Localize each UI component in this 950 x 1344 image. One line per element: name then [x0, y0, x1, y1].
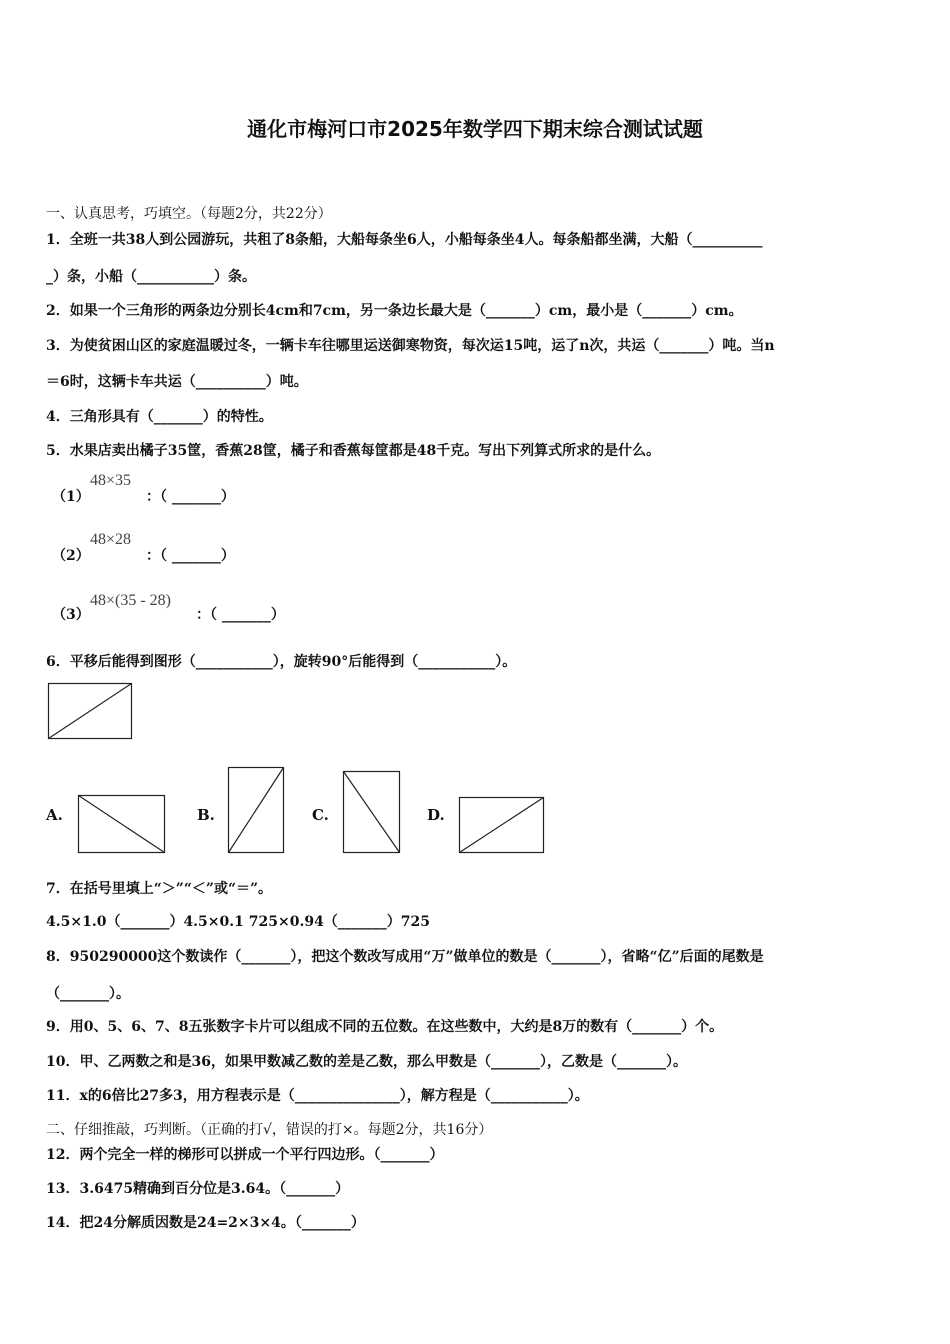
question-8-line-1: 8．950290000这个数读作（_______），把这个数改写成用“万”做单位的数是（_______），省略“亿”后面的尾数是: [46, 949, 764, 965]
q5-item-3-answer: ：（ _______）: [196, 607, 285, 623]
q6-original-figure: [48, 683, 132, 739]
page-title: 通化市梅河口市2025年数学四下期末综合测试试题: [247, 117, 703, 141]
question-3-line-1: 3．为使贫困山区的家庭温暖过冬，一辆卡车往哪里运送御寒物资，每次运15吨，运了n次，共运（_______）吨。当n: [46, 338, 775, 354]
q6-option-a-label: A.: [46, 806, 63, 824]
question-9: 9．用0、5、6、7、8五张数字卡片可以组成不同的五位数。在这些数中，大约是8万的数有（_______）个。: [46, 1019, 724, 1035]
section-2-heading: 二、仔细推敲，巧判断。（正确的打√，错误的打×。每题2分，共16分）: [46, 1122, 493, 1138]
q6-option-b-figure: [228, 767, 284, 853]
q5-item-2-label: （2）: [52, 548, 90, 564]
q5-item-1-answer: ：（ _______）: [146, 489, 235, 505]
q6-option-c-figure: [343, 771, 400, 853]
question-7: 7．在括号里填上“＞”“＜”或“＝”。: [46, 881, 273, 897]
question-3-line-2: ＝6时，这辆卡车共运（__________）吨。: [46, 374, 308, 390]
question-2: 2．如果一个三角形的两条边分别长4cm和7cm，另一条边长最大是（_______）cm，最小是（_______）cm。: [46, 303, 743, 319]
question-4: 4．三角形具有（_______）的特性。: [46, 409, 273, 425]
q5-item-2-expression: 48×28: [90, 531, 132, 548]
q5-item-3-expression: 48×(35 - 28): [90, 592, 172, 609]
question-10: 10．甲、乙两数之和是36，如果甲数减乙数的差是乙数，那么甲数是（_______），乙数是（_______）。: [46, 1054, 687, 1070]
q5-item-1-label: （1）: [52, 489, 90, 505]
q5-item-3-label: （3）: [52, 607, 90, 623]
q6-option-d-label: D.: [427, 806, 445, 824]
question-7-comparisons: 4.5×1.0（_______）4.5×0.1 725×0.94（_______）725: [46, 914, 431, 930]
question-14: 14．把24分解质因数是24=2×3×4。（_______）: [46, 1215, 365, 1231]
q6-option-c-label: C.: [312, 806, 329, 824]
question-13: 13．3.6475精确到百分位是3.64。（_______）: [46, 1181, 350, 1197]
q5-item-1-expression: 48×35: [90, 472, 132, 489]
q6-option-a-figure: [78, 795, 165, 853]
q6-option-d-figure: [459, 797, 544, 853]
section-1-heading: 一、认真思考，巧填空。（每题2分，共22分）: [46, 206, 332, 222]
question-6: 6．平移后能得到图形（___________），旋转90°后能得到（___________）。: [46, 654, 517, 670]
question-12: 12．两个完全一样的梯形可以拼成一个平行四边形。（_______）: [46, 1147, 444, 1163]
question-1-line-1: 1．全班一共38人到公园游玩，共租了8条船，大船每条坐6人，小船每条坐4人。每条船都坐满，大船（__________: [46, 232, 763, 248]
question-11: 11．x的6倍比27多3，用方程表示是（_______________），解方程是（___________）。: [46, 1088, 589, 1104]
question-5: 5．水果店卖出橘子35筐，香蕉28筐，橘子和香蕉每筐都是48千克。写出下列算式所求的是什么。: [46, 443, 661, 459]
question-1-line-2: _）条，小船（___________）条。: [46, 269, 256, 285]
q6-option-b-label: B.: [197, 806, 215, 824]
question-8-line-2: （_______）。: [46, 986, 130, 1002]
q5-item-2-answer: ：（ _______）: [146, 548, 235, 564]
